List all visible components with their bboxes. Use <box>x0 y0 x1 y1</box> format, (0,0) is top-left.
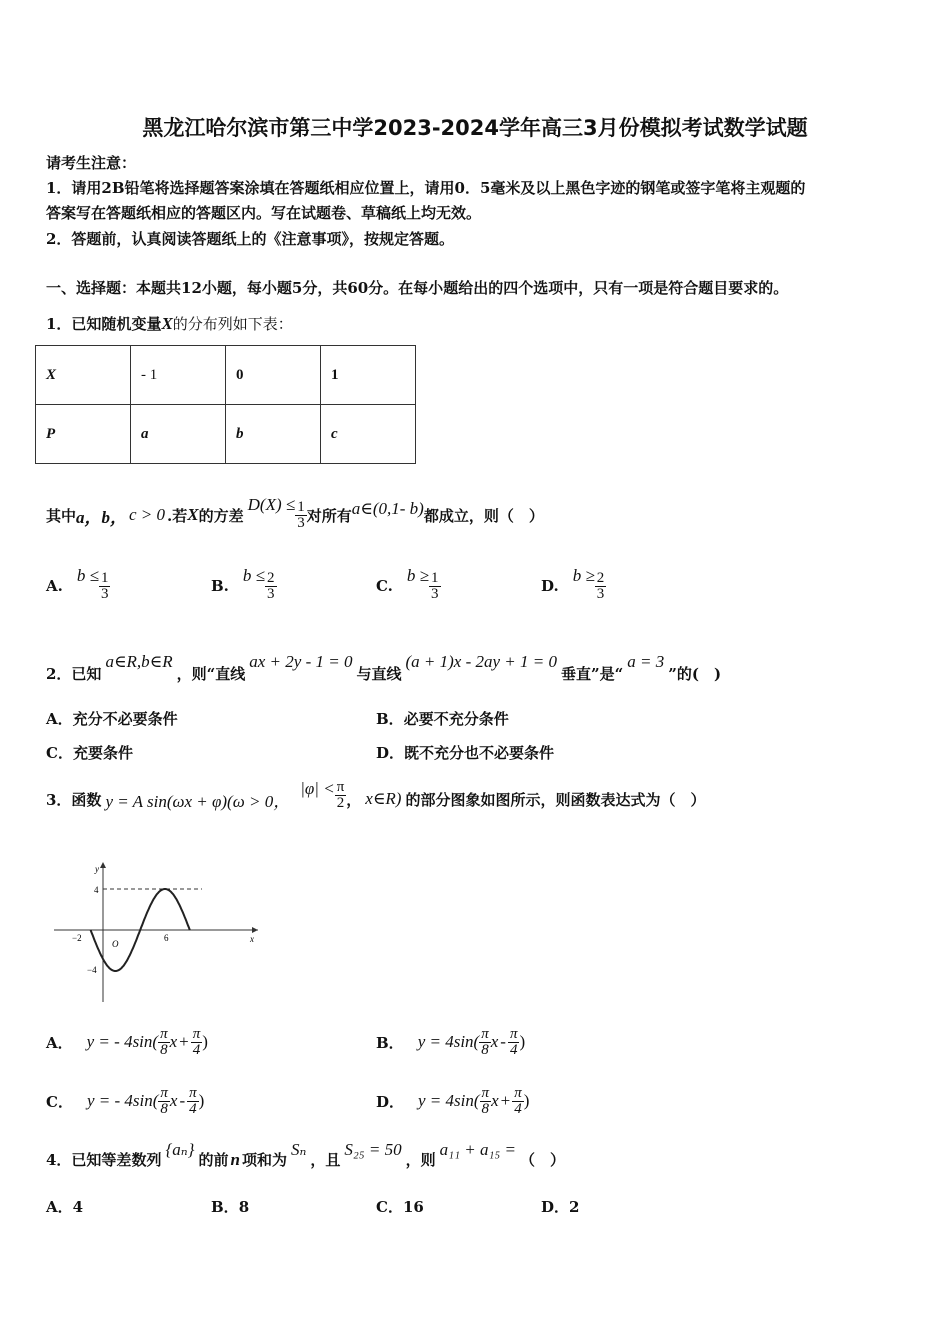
y-axis-arrow <box>100 862 106 868</box>
table-cell: 0 <box>226 346 321 405</box>
notice-line2: 2．答题前，认真阅读答题纸上的《注意事项》，按规定答题。 <box>46 230 454 248</box>
table-cell: a <box>131 405 226 464</box>
q3-option-c[interactable]: C． y = - 4sin( $\frac{\pi}{8}$ x - $\frac{\pi}{4}$ ) <box>46 1084 205 1117</box>
table-row <box>36 405 416 464</box>
q2-option-c[interactable]: C．充要条件 <box>46 744 133 762</box>
tick-label-neg2: −2 <box>72 933 82 943</box>
q1-option-b[interactable]: B. b ≤ $\frac{2}{3}$ <box>211 566 275 602</box>
tick-label-neg4: −4 <box>87 965 97 975</box>
q1-option-d[interactable]: D. b ≥ $\frac{2}{3}$ <box>541 566 605 602</box>
notice-heading: 请考生注意： <box>46 154 137 172</box>
x-axis-arrow <box>252 927 258 933</box>
tick-label-4: 4 <box>94 885 99 895</box>
q4-option-a[interactable]: A．4 <box>46 1198 84 1216</box>
table-cell: P <box>36 405 131 464</box>
q2-option-b[interactable]: B．必要不充分条件 <box>376 710 509 728</box>
q4-option-d[interactable]: D．2 <box>541 1198 580 1216</box>
page-title: 黑龙江哈尔滨市第三中学2023-2024学年高三3月份模拟考试数学试题 <box>142 116 808 140</box>
q1-stem: 其中 a，b， c > 0 .若 X 的方差 D(X) ≤ $\frac{1}{3}$ 对所有 a∈(0,1- b) 都成立，则（ ） <box>46 495 544 531</box>
q1-heading: 1．已知随机变量X的分布列如下表： <box>46 314 293 333</box>
q1-option-a[interactable]: A. b ≤ $\frac{1}{3}$ <box>46 566 109 602</box>
tick-label-6: 6 <box>164 933 169 943</box>
distribution-table <box>35 345 416 464</box>
x-label: x <box>250 934 254 944</box>
q3-option-b[interactable]: B． y = 4sin( $\frac{\pi}{8}$ x - $\frac{\pi}{4}$ ) <box>376 1025 526 1058</box>
table-cell: X <box>36 346 131 405</box>
table-cell: - 1 <box>131 346 226 405</box>
q4-option-b[interactable]: B．8 <box>211 1198 250 1216</box>
notice-line1: 1．请用2B铅笔将选择题答案涂填在答题纸相应位置上，请用0．5毫米及以上黑色字迹的钢笔或签字笔将主观题的 <box>46 179 806 197</box>
table-row <box>36 346 416 405</box>
section-heading: 一、选择题：本题共12小题，每小题5分，共60分。在每小题给出的四个选项中，只有一项是符合题目要求的。 <box>46 279 789 297</box>
table-cell: 1 <box>321 346 416 405</box>
y-label: y <box>95 864 99 874</box>
fraction: $\frac{1}{3}$ <box>297 498 305 531</box>
table-cell: b <box>226 405 321 464</box>
notice-line1b: 答案写在答题纸相应的答题区内。写在试题卷、草稿纸上均无效。 <box>46 204 482 222</box>
q3-stem: 3．函数 y = A sin(ωx + φ)(ω > 0， |φ| < $\frac{\pi}{2}$ ， x∈R) 的部分图象如图所示，则函数表达式为（ ） <box>46 778 706 811</box>
q3-option-d[interactable]: D． y = 4sin( $\frac{\pi}{8}$ x + $\frac{\pi}{4}$ ) <box>376 1084 530 1117</box>
q4-option-c[interactable]: C．16 <box>376 1198 424 1216</box>
table-cell: c <box>321 405 416 464</box>
q2-option-d[interactable]: D．既不充分也不必要条件 <box>376 744 555 762</box>
q2-option-a[interactable]: A．充分不必要条件 <box>46 710 178 728</box>
q2-stem: 2．已知 a∈R,b∈R ，则“直线 ax + 2y - 1 = 0 与直线 (a + 1)x - 2ay + 1 = 0 垂直”是“ a = 3 ”的( ) <box>46 652 722 683</box>
q1-option-c[interactable]: C. b ≥ $\frac{1}{3}$ <box>376 566 439 602</box>
q4-stem: 4．已知等差数列 {aₙ} 的前 n 项和为 Sₙ ，且 S₂₅ = 50 ，则 a₁₁ + a₁₅ = （ ） <box>46 1140 566 1169</box>
sine-graph <box>50 858 265 1006</box>
q3-option-a[interactable]: A． y = - 4sin( $\frac{\pi}{8}$ x + $\frac{\pi}{4}$ ) <box>46 1025 208 1058</box>
origin-label: O <box>112 939 119 949</box>
